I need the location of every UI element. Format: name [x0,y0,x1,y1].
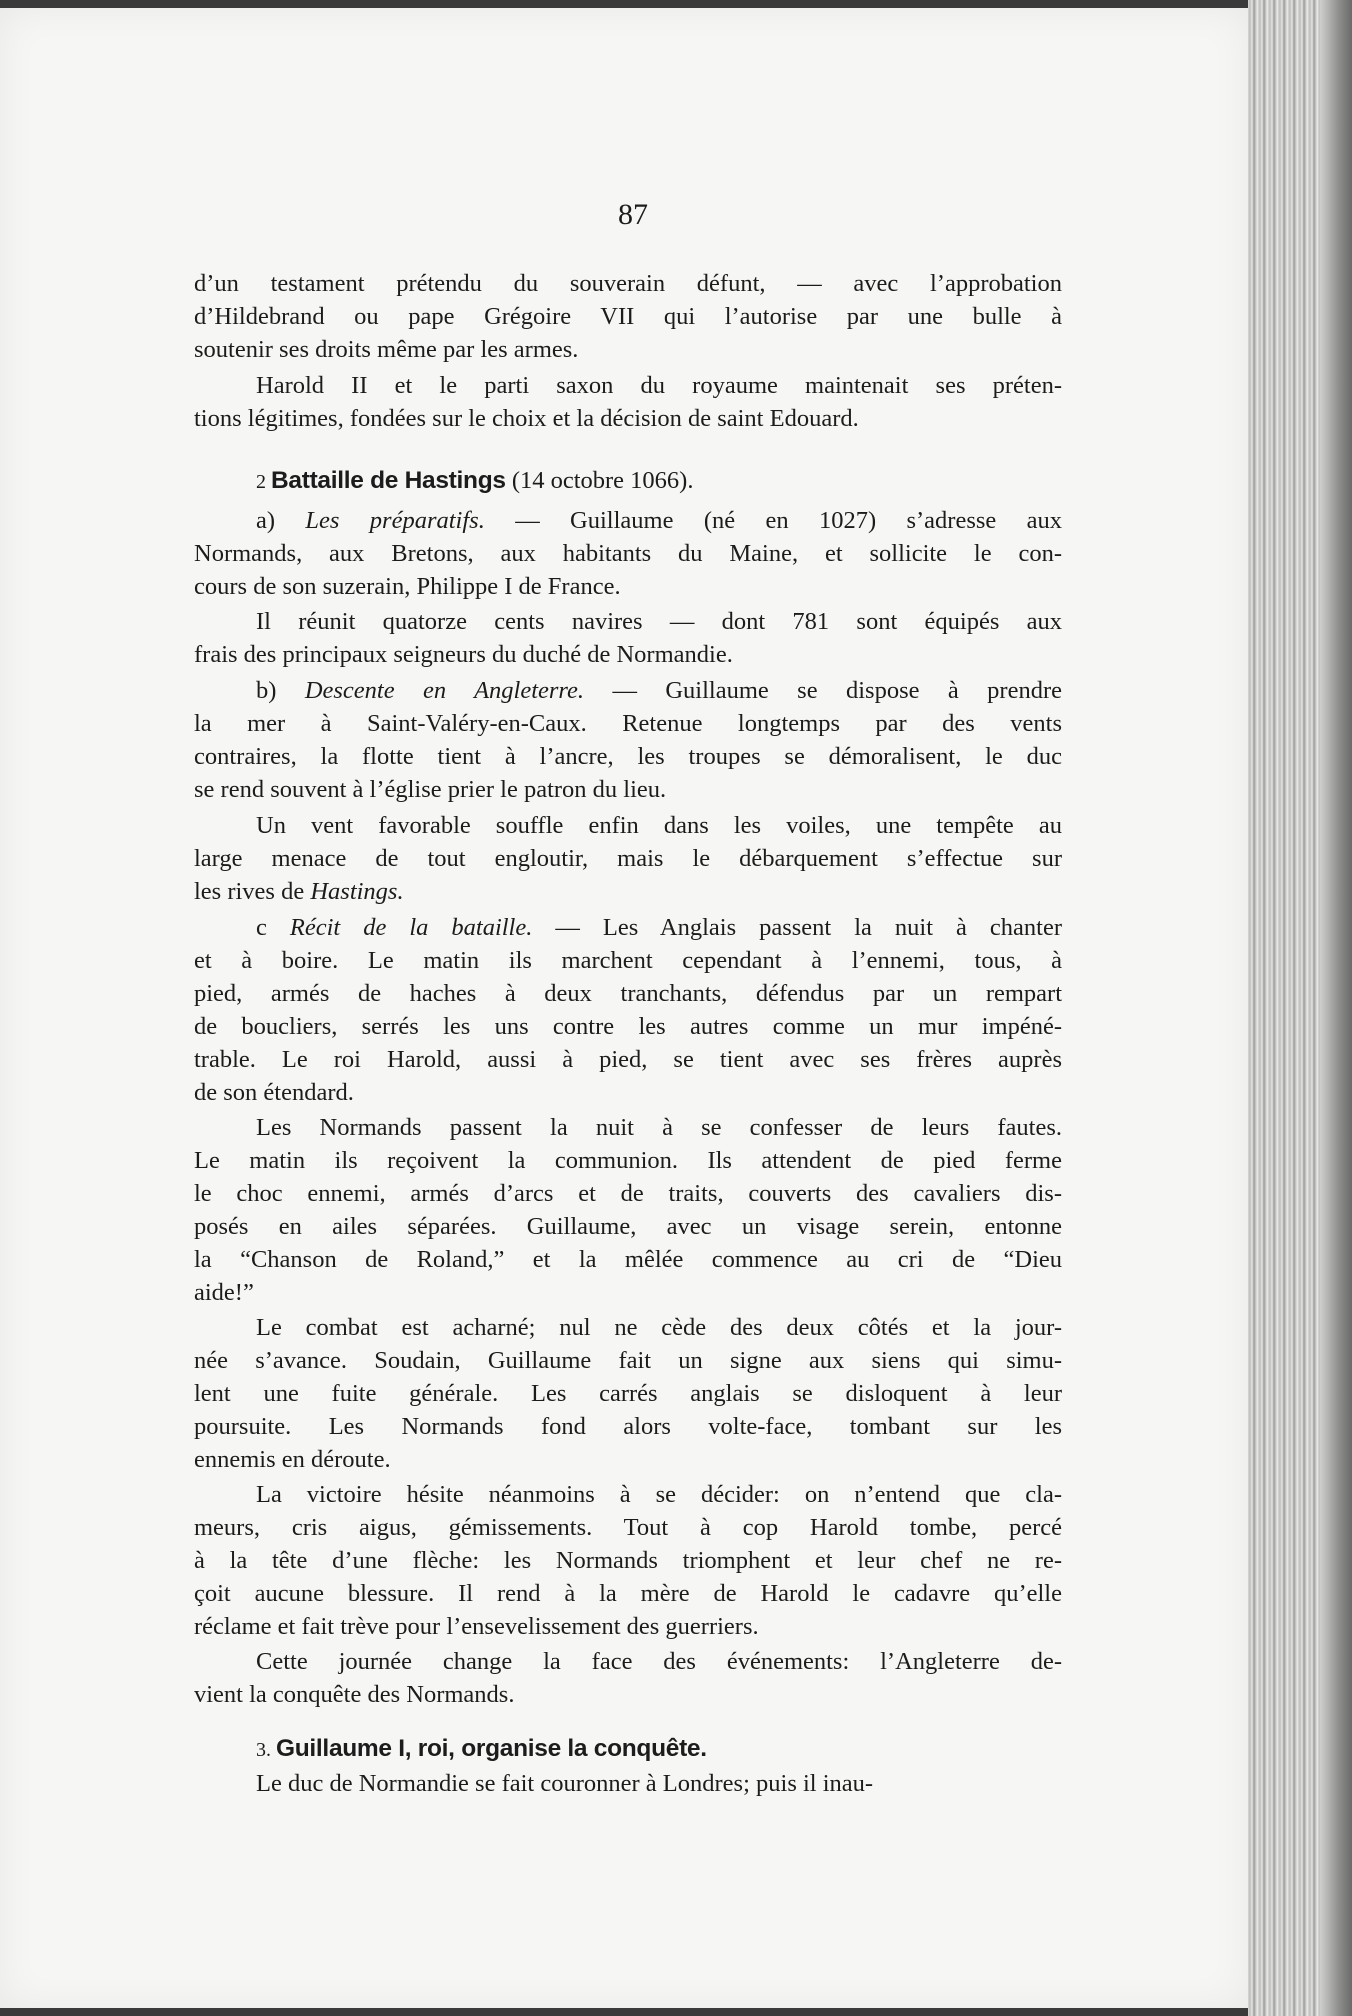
text-line [194,1411,1062,1443]
text-line [194,571,1062,603]
line-text: — Guillaume (né en 1027) s’adresse aux [484,507,1062,534]
text-line [194,675,1062,707]
line-text: se rend souvent à l’église prier le patron du lieu. [194,776,667,803]
text-line [194,1768,1062,1800]
text-line [194,945,1062,977]
line-text: de boucliers, serrés les uns contre les autres comme un mur impéné- [194,1013,1062,1040]
line-text: Cette journée change la face des événements: l’Angleterre de- [256,1648,1062,1675]
text-line [194,912,1062,944]
text-line [194,741,1062,773]
line-text: la mer à Saint-Valéry-en-Caux. Retenue longtemps par des vents [194,710,1062,737]
line-text: cours de son suzerain, Philippe I de France. [194,573,621,600]
text-line [194,1578,1062,1610]
line-text: aide!” [194,1279,254,1306]
section-number: 2 [256,471,271,493]
line-text: çoit aucune blessure. Il rend à la mère de Harold le cadavre qu’elle [194,1580,1062,1607]
line-text: Il réunit quatorze cents navires — dont 781 sont équipés aux [256,608,1062,635]
line-prefix: a) [256,507,306,534]
line-text: le choc ennemi, armés d’arcs et de traits, couverts des cavaliers dis- [194,1180,1062,1207]
text-line [194,978,1062,1010]
line-prefix: les rives de [194,878,311,905]
section-title: Battaille de Hastings [271,467,506,494]
text-line [194,334,1062,366]
line-text: meurs, cris aigus, gémissements. Tout à cop Harold tombe, percé [194,1514,1062,1541]
text-line [194,876,1062,908]
line-text: de son étendard. [194,1079,354,1106]
line-text: Un vent favorable souffle enfin dans les voiles, une tempête au [256,812,1062,839]
text-line [194,810,1062,842]
line-text: lent une fuite générale. Les carrés anglais se disloquent à leur [194,1380,1062,1407]
italic-subheading: Récit de la bataille. [289,914,533,941]
text-line [194,1211,1062,1243]
line-text: vient la conquête des Normands. [194,1681,515,1708]
line-text: et à boire. Le matin ils marchent cependant à l’ennemi, tous, à [194,947,1062,974]
text-line [194,1077,1062,1109]
section-heading [194,1733,1062,1765]
text-line [194,708,1062,740]
line-text: réclame et fait trève pour l’ensevelissement des guerriers. [194,1613,759,1640]
text-line [194,268,1062,300]
text-line [194,1378,1062,1410]
line-text: frais des principaux seigneurs du duché de Normandie. [194,641,733,668]
line-text: pied, armés de haches à deux tranchants, défendus par un rempart [194,980,1062,1007]
line-text: ennemis en déroute. [194,1446,391,1473]
text-line [194,1545,1062,1577]
text-line [194,1112,1062,1144]
line-text: Les Normands passent la nuit à se confesser de leurs fautes. [256,1114,1062,1141]
line-prefix: b) [256,677,305,704]
italic-subheading: Hastings. [310,878,404,905]
text-line [194,639,1062,671]
line-text: contraires, la flotte tient à l’ancre, les troupes se démoralisent, le duc [194,743,1062,770]
line-text: — Les Anglais passent la nuit à chanter [532,914,1062,941]
text-line [194,1277,1062,1309]
book-spine-shadow [1320,0,1352,2016]
line-text: à la tête d’une flèche: les Normands triomphent et leur chef ne re- [194,1547,1062,1574]
line-text: née s’avance. Soudain, Guillaume fait un signe aux siens qui simu- [194,1347,1062,1374]
text-line [194,1044,1062,1076]
text-line [194,1178,1062,1210]
text-line [194,606,1062,638]
line-text: d’un testament prétendu du souverain défunt, — avec l’approbation [194,270,1062,297]
text-line [194,403,1062,435]
text-line [194,1611,1062,1643]
text-line [194,1345,1062,1377]
text-line [194,301,1062,333]
line-text: soutenir ses droits même par les armes. [194,336,579,363]
text-line [194,1011,1062,1043]
line-text: poursuite. Les Normands fond alors volte-face, tombant sur les [194,1413,1062,1440]
text-line [194,538,1062,570]
section-number: 3. [256,1739,276,1761]
italic-subheading: Descente en Angleterre. [304,677,585,704]
text-line [194,505,1062,537]
page-number: 87 [618,198,648,231]
section-heading [194,465,1062,497]
section-title: Guillaume I, roi, organise la conquête. [276,1735,707,1762]
line-text: (14 octobre 1066). [505,467,694,494]
text-line [194,1312,1062,1344]
line-text: d’Hildebrand ou pape Grégoire VII qui l’autorise par une bulle à [194,303,1062,330]
line-text: posés en ailes séparées. Guillaume, avec un visage serein, entonne [194,1213,1062,1240]
line-text: Le duc de Normandie se fait couronner à Londres; puis il inau- [256,1770,874,1797]
text-line [194,843,1062,875]
line-prefix: c [256,914,290,941]
line-text: Harold II et le parti saxon du royaume maintenait ses préten- [256,372,1062,399]
line-text: — Guillaume se dispose à prendre [584,677,1062,704]
text-line [194,1512,1062,1544]
line-text: Le combat est acharné; nul ne cède des deux côtés et la jour- [256,1314,1062,1341]
line-text: tions légitimes, fondées sur le choix et la décision de saint Edouard. [194,405,859,432]
line-text: La victoire hésite néanmoins à se décider: on n’entend que cla- [256,1481,1062,1508]
line-text: Normands, aux Bretons, aux habitants du Maine, et sollicite le con- [194,540,1062,567]
text-line [194,1479,1062,1511]
line-text: Le matin ils reçoivent la communion. Ils attendent de pied ferme [194,1147,1062,1174]
text-line [194,1444,1062,1476]
text-line [194,774,1062,806]
text-line [194,1244,1062,1276]
line-text: la “Chanson de Roland,” et la mêlée commence au cri de “Dieu [194,1246,1062,1273]
italic-subheading: Les préparatifs. [305,507,485,534]
text-line [194,370,1062,402]
text-line [194,1145,1062,1177]
line-text: trable. Le roi Harold, aussi à pied, se tient avec ses frères auprès [194,1046,1062,1073]
text-line [194,1646,1062,1678]
line-text: large menace de tout engloutir, mais le débarquement s’effectue sur [194,845,1062,872]
text-line [194,1679,1062,1711]
